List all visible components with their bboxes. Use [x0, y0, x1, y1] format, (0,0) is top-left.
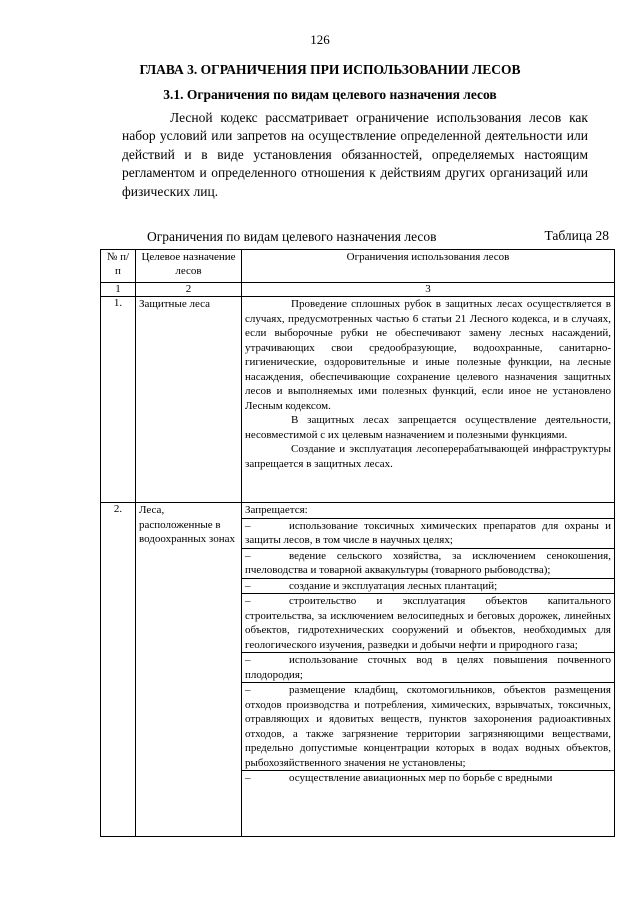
- restrictions-table: [100, 249, 615, 837]
- restriction-item-text: использование сточных вод в целях повышения почвенного плодородия;: [245, 654, 611, 681]
- header-purpose: Целевое назначение лесов: [136, 250, 242, 283]
- dash-marker: –: [245, 772, 251, 784]
- restriction-item: [242, 683, 614, 771]
- restriction-lead: Запрещается:: [242, 503, 614, 519]
- restriction-item: [242, 579, 614, 595]
- dash-marker: –: [245, 654, 251, 666]
- column-number: 1: [101, 283, 136, 297]
- restriction-item: [242, 519, 614, 549]
- dash-marker: –: [245, 595, 251, 607]
- restriction-item-text: использование токсичных химических препаратов для охраны и защиты лесов, в том числе в научных целях;: [245, 519, 611, 546]
- column-number: 3: [242, 283, 615, 297]
- table-caption: Ограничения по видам целевого назначения лесов: [147, 229, 437, 244]
- row-restrictions: [242, 297, 615, 503]
- column-number: 2: [136, 283, 242, 297]
- restriction-item-text: размещение кладбищ, скотомогильников, объектов размещения отходов производства и потребления, химических, взрывчатых, токсичных, отравляющих и ядовитых веществ, пунктов захоронения радиоактивных отходов, а также загрязнение территории загрязняющими веществами, предельно допустимые концентрации которых в водах водных объектов, рыбохозяйственного значения не установлены;: [245, 684, 611, 769]
- restriction-item: [242, 771, 614, 786]
- table-header-row: [101, 250, 615, 283]
- dash-marker: –: [245, 579, 251, 592]
- row-purpose: Леса, расположенные в водоохранных зонах: [136, 503, 242, 837]
- table-label: Таблица 28: [544, 228, 609, 243]
- restriction-item: [242, 653, 614, 683]
- restriction-item: [242, 549, 614, 579]
- row-number: 1.: [101, 297, 136, 503]
- row-purpose: Защитные леса: [136, 297, 242, 503]
- restriction-paragraph: В защитных лесах запрещается осуществление деятельности, несовместимой с их целевым назначением и полезными функциями.: [245, 414, 611, 441]
- restriction-item-text: осуществление авиационных мер по борьбе с вредными: [289, 772, 553, 784]
- row-number: 2.: [101, 503, 136, 837]
- restriction-item-text: создание и эксплуатация лесных плантаций;: [289, 579, 498, 592]
- dash-marker: –: [245, 519, 251, 532]
- header-restrictions: Ограничения использования лесов: [242, 250, 615, 283]
- restriction-paragraph: Проведение сплошных рубок в защитных лесах осуществляется в случаях, предусмотренных частью 6 статьи 21 Лесного кодекса, и в случаях, если выборочные рубки не обеспечивают замену лесных насаждений, утрачивающих свои средообразующие, водоохранные, санитарно-гигиенические, оздоровительные и иные полезные функции, на лесные насаждения, обеспечивающие сохранение целевого назначения защитных лесов и выполняемых ими полезных функций, если иное не установлено Лесным кодексом.: [245, 298, 611, 412]
- table-row: [101, 297, 615, 503]
- page-number: 126: [310, 32, 330, 47]
- restriction-paragraph: Создание и эксплуатация лесоперерабатывающей инфраструктуры запрещается в защитных лесах.: [245, 443, 611, 470]
- header-number: № п/п: [101, 250, 136, 283]
- restriction-item-text: строительство и эксплуатация объектов капитального строительства, за исключением велосипедных и беговых дорожек, линейных объектов, гидротехнических сооружений и объектов, необходимых для геологического изучения, разведки и добычи нефти и природного газа;: [245, 595, 611, 651]
- column-number-row: [101, 283, 615, 297]
- intro-paragraph: Лесной кодекс рассматривает ограничение использования лесов как набор условий или запретов на осуществление определенной деятельности или действий и в виде установления обязанностей, определяемых настоящим регламентом и определенного отношения к действиям других организаций или физических лиц.: [122, 110, 588, 199]
- chapter-title: ГЛАВА 3. ОГРАНИЧЕНИЯ ПРИ ИСПОЛЬЗОВАНИИ ЛЕСОВ: [139, 62, 521, 77]
- restriction-item: [242, 594, 614, 653]
- restriction-item-text: ведение сельского хозяйства, за исключением сенокошения, пчеловодства и товарной аквакультуры (товарного рыбоводства);: [245, 549, 611, 576]
- dash-marker: –: [245, 549, 251, 562]
- dash-marker: –: [245, 684, 251, 696]
- table-row: [101, 503, 615, 837]
- section-title: 3.1. Ограничения по видам целевого назначения лесов: [163, 87, 497, 102]
- row-restrictions: [242, 503, 615, 837]
